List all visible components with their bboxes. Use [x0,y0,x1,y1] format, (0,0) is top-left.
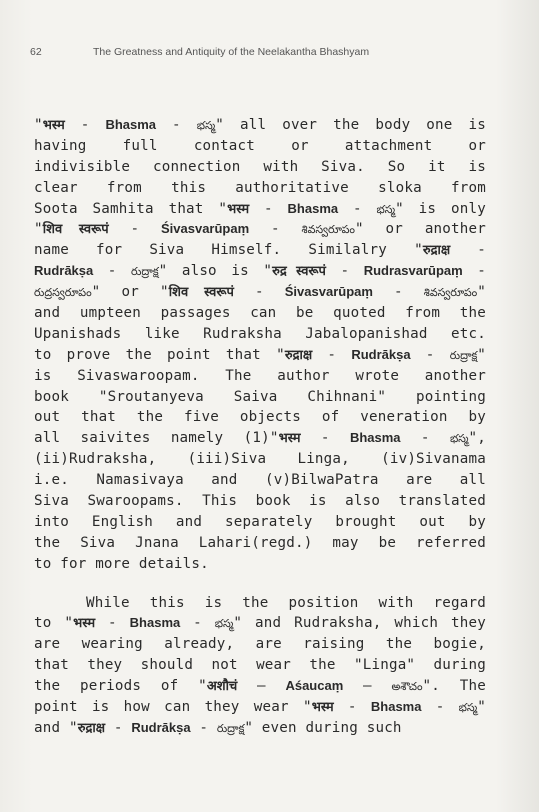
page-body [34,115,486,739]
text-line: the Siva Jnana Lahari(regd.) may be referred [34,534,486,551]
text-line: book "Sroutanyeva Saiva Chihnani" pointing [34,388,486,405]
text-line: is Sivaswaroopam. The author wrote another [34,367,486,384]
text-line: i.e. Namasivaya and (v)BilwaPatra are all [34,472,486,489]
running-title: The Greatness and Antiquity of the Neelakantha Bhashyam [93,46,370,58]
text-line: to "भस्म - Bhasma - భస్మ" and Rudraksha, which they [34,615,486,632]
text-line: into English and separately brought out by [34,513,486,530]
paragraph-1 [34,115,486,575]
text-line: and umpteen passages can be quoted from the [34,305,486,322]
text-line: Siva Swaroopams. This book is also translated [34,493,486,510]
text-line: to prove the point that "रुद्राक्ष - Rudrākṣa - రుద్రాక్ష" [34,346,486,363]
text-line: all saivites namely (1)"भस्म - Bhasma - భస్మ", [34,430,486,447]
text-line: clear from this authoritative sloka from [34,179,486,196]
text-line: and "रुद्राक्ष - Rudrākṣa - రుద్రాక్ష" even during such [34,719,402,736]
text-line: indivisible connection with Siva. So it is [34,158,486,175]
text-line: out that the five objects of veneration by [34,409,486,426]
paragraph-gap [34,575,486,593]
paragraph-2 [34,593,486,739]
text-line: (ii)Rudraksha, (iii)Siva Linga, (iv)Sivanama [34,451,486,468]
text-line: Upanishads like Rudraksha Jabalopanishad etc. [34,325,486,342]
text-line: రుద్రస్వరూపం" or "शिव स्वरूपं - Śivasvarūpaṃ - శివస్వరూపం" [34,284,486,301]
text-line: While this is the position with regard [86,594,486,611]
page-number: 62 [30,46,42,58]
text-line: Rudrākṣa - రుద్రాక్ష" also is "रुद्र स्वरूपं - Rudrasvarūpaṃ - [34,263,486,280]
text-line: name for Siva Himself. Similalry "रुद्राक्ष - [34,242,487,259]
text-line: the periods of "अशौचं – Aśaucaṃ – అశౌచం". The [34,678,486,695]
text-line: that they should not wear the "Linga" during [34,657,486,674]
text-line: having full contact or attachment or [34,137,486,154]
text-line: are wearing already, are raising the bogie, [34,636,486,653]
text-line: "शिव स्वरूपं - Śivasvarūpaṃ - శివస్వరూపం" or another [34,221,487,238]
text-line: to for more details. [34,555,209,572]
text-line: "भस्म - Bhasma - భస్మ" all over the body one is [34,117,486,133]
text-line: point is how can they wear "भस्म - Bhasma - భస్మ" [34,699,486,716]
text-line: Soota Samhita that "भस्म - Bhasma - భస్మ" is only [34,200,486,217]
